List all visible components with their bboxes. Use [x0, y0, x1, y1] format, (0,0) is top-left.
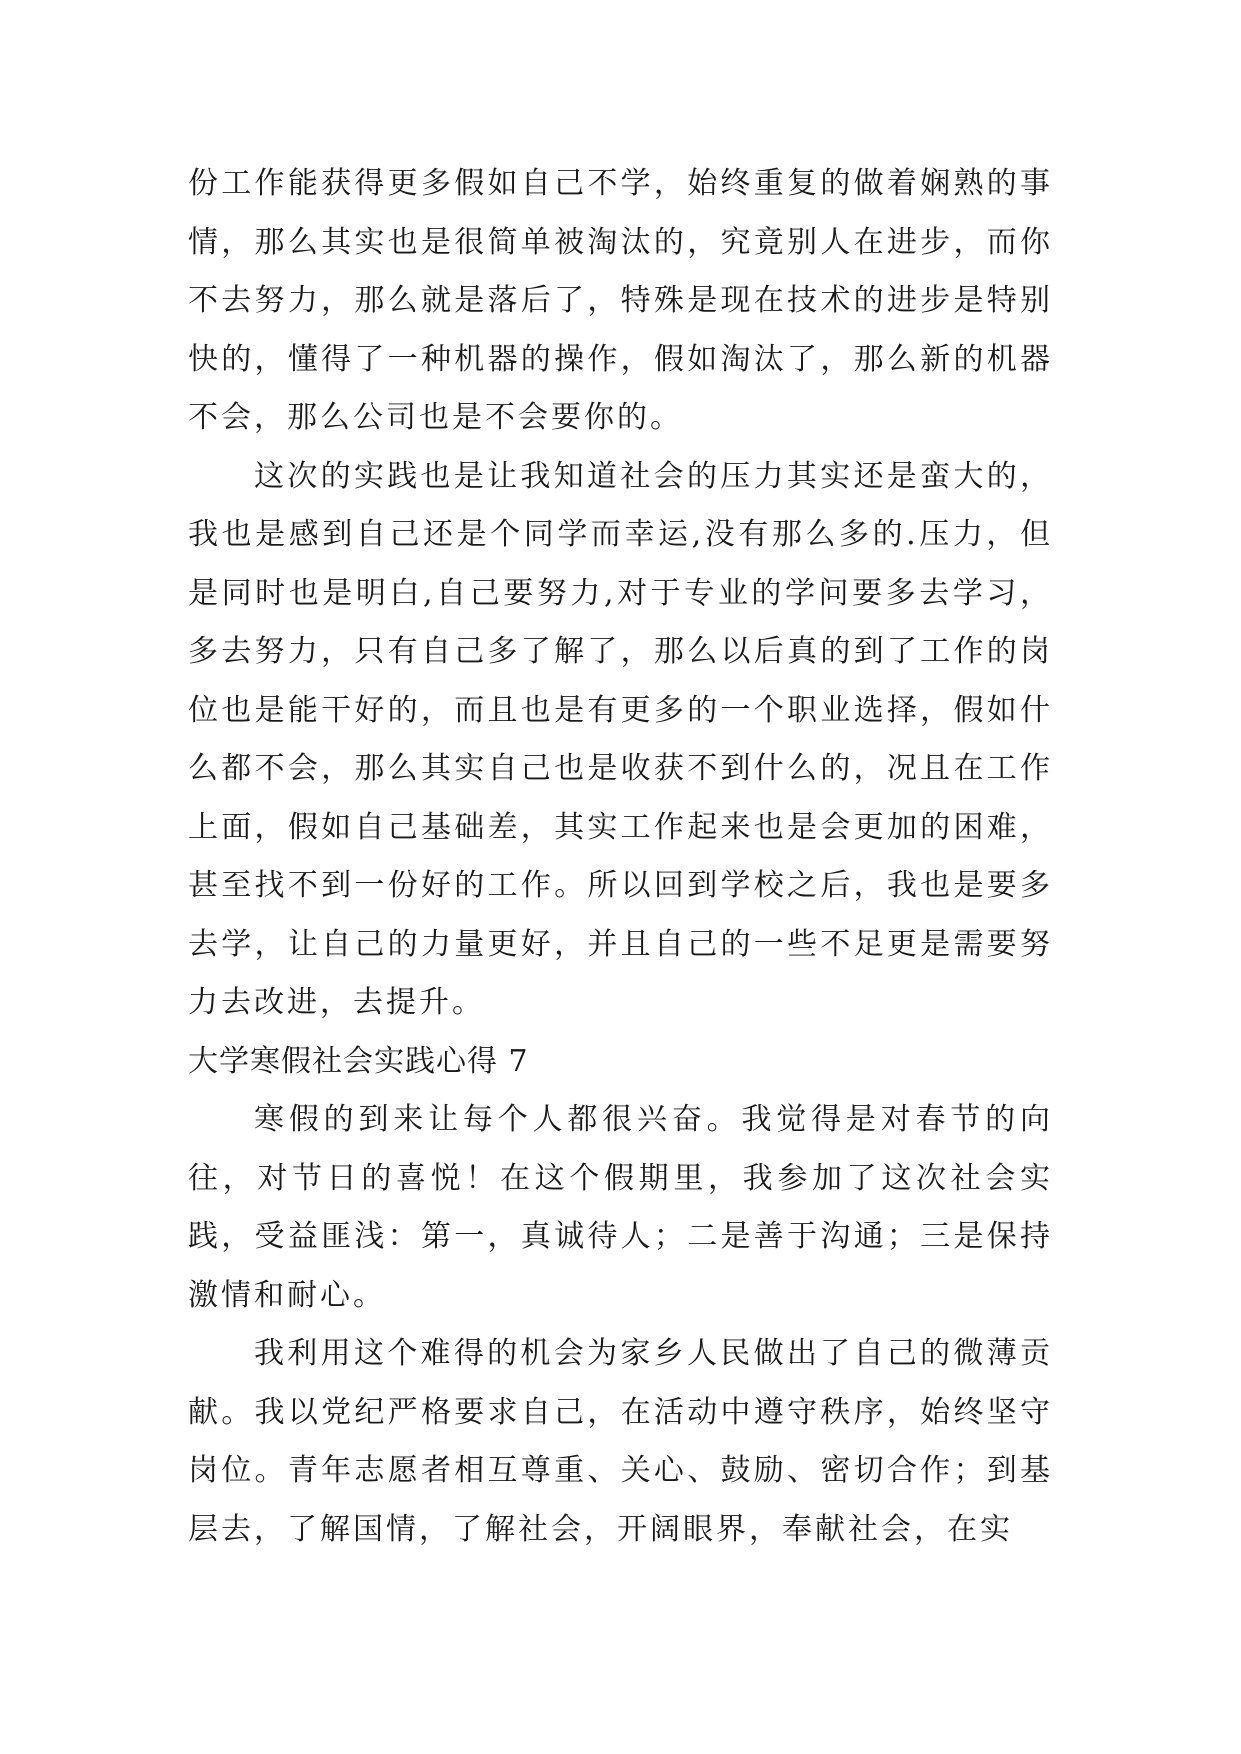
paragraph-contribution: 我利用这个难得的机会为家乡人民做出了自己的微薄贡献。我以党纪严格要求自己，在活动中遵守秩序，始终坚守岗位。青年志愿者相互尊重、关心、鼓励、密切合作；到基层去，了解国情，了解社会，开阔眼界，奉献社会，在实 — [188, 1336, 1053, 1547]
paragraph-continuation: 份工作能获得更多假如自己不学，始终重复的做着娴熟的事情，那么其实也是很简单被淘汰的，究竟别人在进步，而你不去努力，那么就是落后了，特殊是现在技术的进步是特别快的，懂得了一种机器的操作，假如淘汰了，那么新的机器不会，那么公司也是不会要你的。 — [188, 166, 1053, 435]
section-heading: 大学寒假社会实践心得 7 — [188, 1043, 529, 1079]
document-body — [188, 155, 1053, 1559]
paragraph-practice-pressure: 这次的实践也是让我知道社会的压力其实还是蛮大的，我也是感到自己还是个同学而幸运,没有那么多的.压力，但是同时也是明白,自己要努力,对于专业的学问要多去学习，多去努力，只有自己多了解了，那么以后真的到了工作的岗位也是能干好的，而且也是有更多的一个职业选择，假如什么都不会，那么其实自己也是收获不到什么的，况且在工作上面，假如自己基础差，其实工作起来也是会更加的困难，甚至找不到一份好的工作。所以回到学校之后，我也是要多去学，让自己的力量更好，并且自己的一些不足更是需要努力去改进，去提升。 — [188, 458, 1053, 1020]
paragraph-winter-break: 寒假的到来让每个人都很兴奋。我觉得是对春节的向往，对节日的喜悦！在这个假期里，我参加了这次社会实践，受益匪浅：第一，真诚待人；二是善于沟通；三是保持激情和耐心。 — [188, 1102, 1053, 1313]
